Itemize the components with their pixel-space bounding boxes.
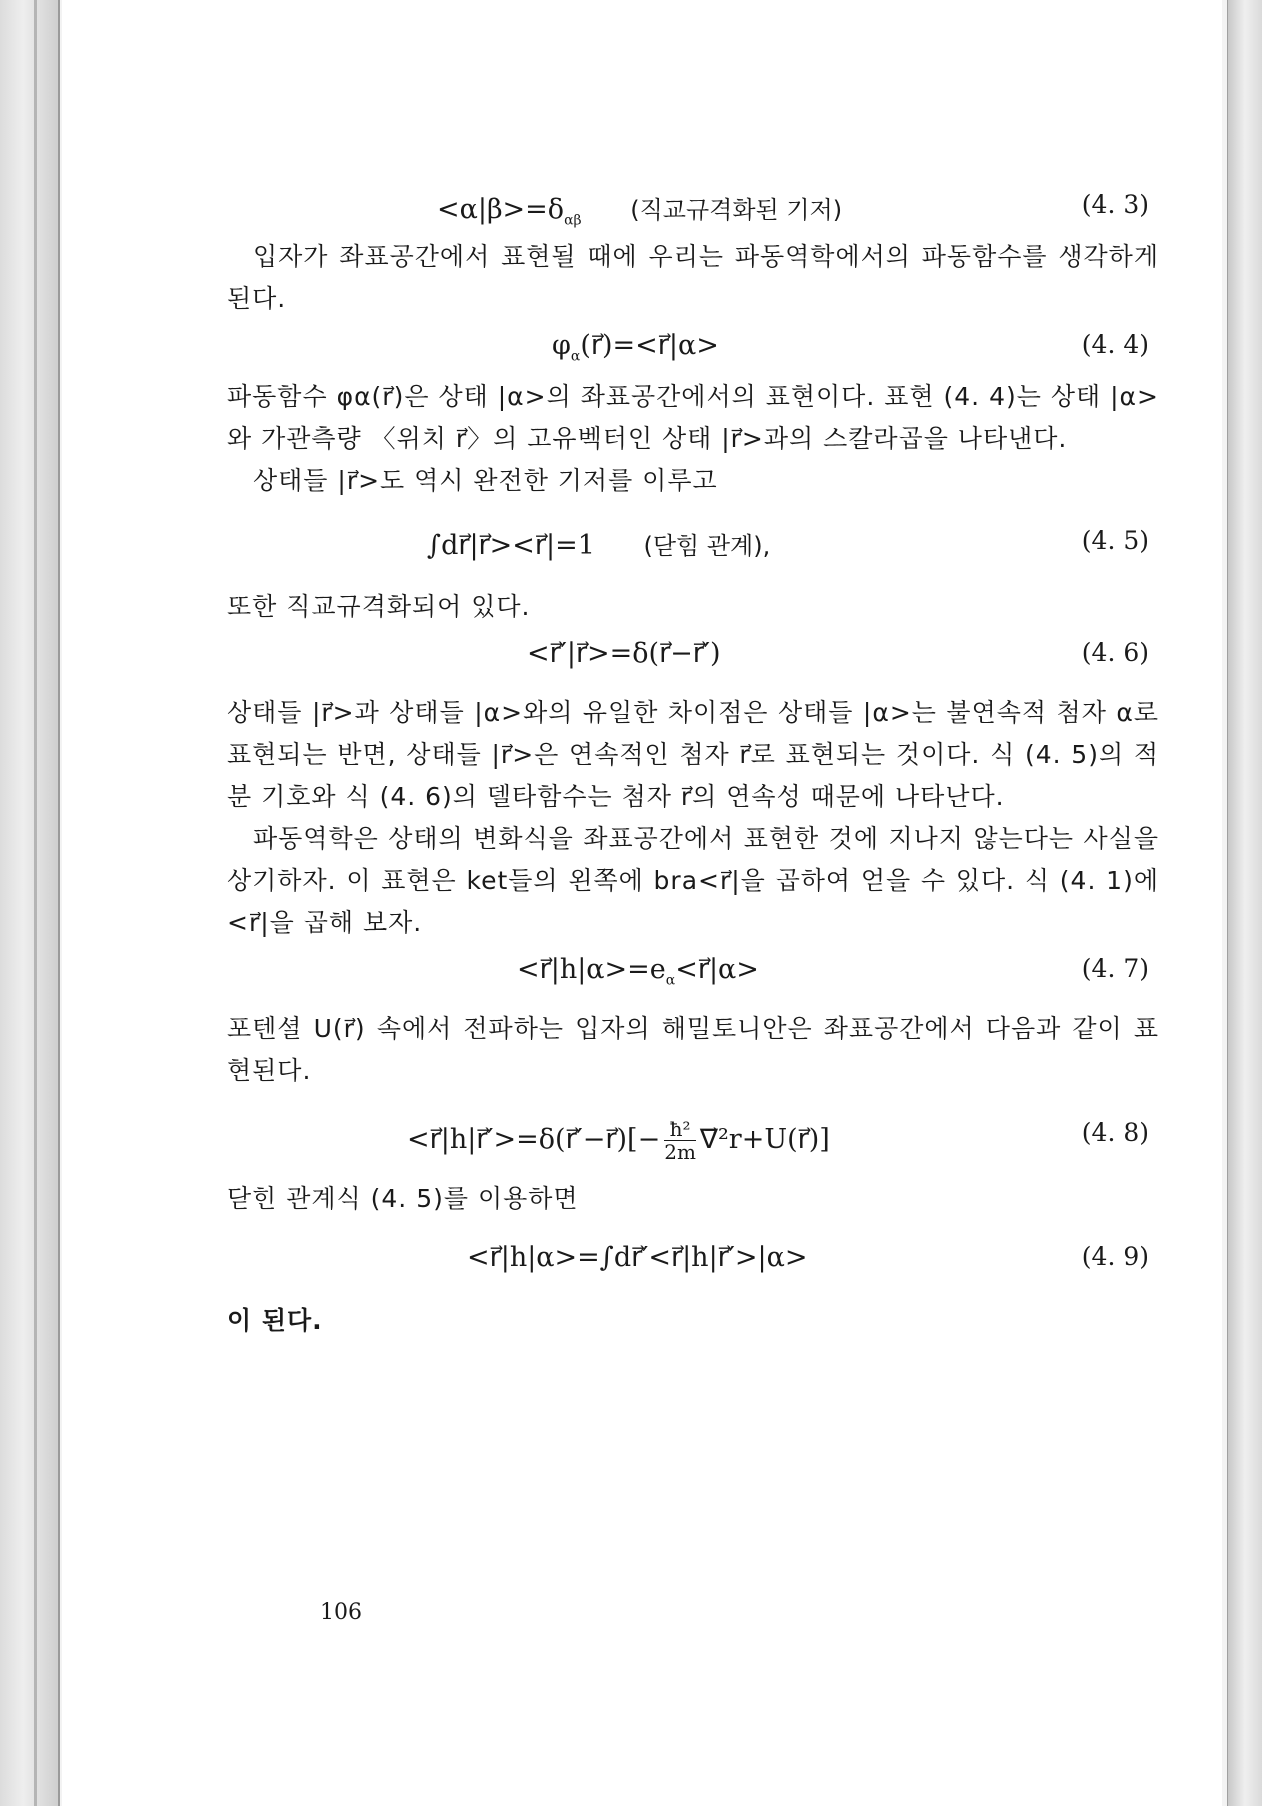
equation-number: (4. 7) — [1081, 954, 1149, 983]
fraction-denominator: 2m — [664, 1140, 696, 1164]
equation-expr: <r⃗|h|r⃗′>=δ(r⃗′−r⃗)[− — [407, 1124, 661, 1155]
paragraph: 이 된다. — [227, 1306, 323, 1335]
equation-expr: φ — [552, 330, 571, 361]
equation-number: (4. 6) — [1081, 638, 1149, 667]
equation-4-8 — [227, 1092, 1159, 1178]
equation-subscript: α — [570, 348, 581, 365]
page-number: 106 — [320, 1600, 362, 1625]
equation-expr-rest: ∇⃗²r+U(r⃗)] — [699, 1124, 830, 1155]
paragraph: 입자가 좌표공간에서 표현될 때에 우리는 파동역학에서의 파동함수를 생각하게 된다. — [227, 242, 1159, 313]
equation-note: (닫힘 관계), — [643, 532, 771, 560]
equation-4-4 — [227, 320, 1159, 376]
equation-number: (4. 8) — [1081, 1118, 1149, 1147]
equation-subscript: α — [665, 972, 676, 989]
equation-expr-rest: <r⃗|α> — [675, 954, 759, 985]
equation-4-6: <r⃗′|r⃗>=δ(r⃗−r⃗′) (4. 6) — [527, 638, 1149, 669]
equation-4-7 — [227, 944, 1159, 1008]
equation-4-9: <r⃗|h|α>=∫dr⃗′<r⃗|h|r⃗′>|α> (4. 9) — [467, 1242, 1149, 1273]
equation-number: (4. 9) — [1081, 1242, 1149, 1271]
page-content — [227, 180, 1159, 1342]
book-page — [62, 0, 1222, 1806]
fraction-numerator: ħ² — [664, 1118, 696, 1141]
equation-expr-rest: (r⃗)=<r⃗|α> — [580, 330, 719, 361]
paragraph: 상태들 |r⃗>과 상태들 |α>와의 유일한 차이점은 상태들 |α>는 불연속적 첨자 α로 표현되는 반면, 상태들 |r⃗>은 연속적인 첨자 r⃗로 표현되는 것이다. 식 (4. 5)의 적분 기호와 식 (4. 6)의 델타함수는 첨자 r⃗의 연속성 때문에 나타난다. — [227, 698, 1159, 811]
paragraph: 파동역학은 상태의 변화식을 좌표공간에서 표현한 것에 지나지 않는다는 사실을 상기하자. 이 표현은 ket들의 왼쪽에 bra<r⃗|을 곱하여 얻을 수 있다. 식 (4. 1)에 <r⃗|을 곱해 보자. — [227, 824, 1159, 937]
equation-note: (직교규격화된 기저) — [630, 196, 843, 224]
equation-subscript: αβ — [564, 212, 582, 229]
equation-number: (4. 3) — [1081, 190, 1149, 219]
equation-number: (4. 5) — [1081, 526, 1149, 555]
paragraph: 상태들 |r⃗>도 역시 완전한 기저를 이루고 — [253, 466, 718, 495]
equation-expr: <r⃗|h|α>=e — [517, 954, 666, 985]
paragraph: 또한 직교규격화되어 있다. — [227, 592, 531, 621]
paragraph: 닫힌 관계식 (4. 5)를 이용하면 — [227, 1184, 579, 1213]
book-edge-left — [0, 0, 60, 1806]
equation-expr: ∫dr⃗|r⃗><r⃗|=1 — [427, 530, 595, 561]
equation-4-3 — [227, 180, 1159, 236]
equation-expr: <α|β>=δ — [437, 194, 565, 225]
paragraph: 파동함수 φα(r⃗)은 상태 |α>의 좌표공간에서의 표현이다. 표현 (4. 4)는 상태 |α>와 가관측량 〈위치 r⃗〉의 고유벡터인 상태 |r⃗>과의 스칼라곱을 나타낸다. — [227, 382, 1159, 453]
fraction — [664, 1118, 696, 1163]
book-edge-right — [1227, 0, 1262, 1806]
equation-4-5 — [227, 502, 1159, 586]
paragraph: 포텐셜 U(r⃗) 속에서 전파하는 입자의 해밀토니안은 좌표공간에서 다음과 같이 표현된다. — [227, 1014, 1159, 1085]
equation-number: (4. 4) — [1081, 330, 1149, 359]
